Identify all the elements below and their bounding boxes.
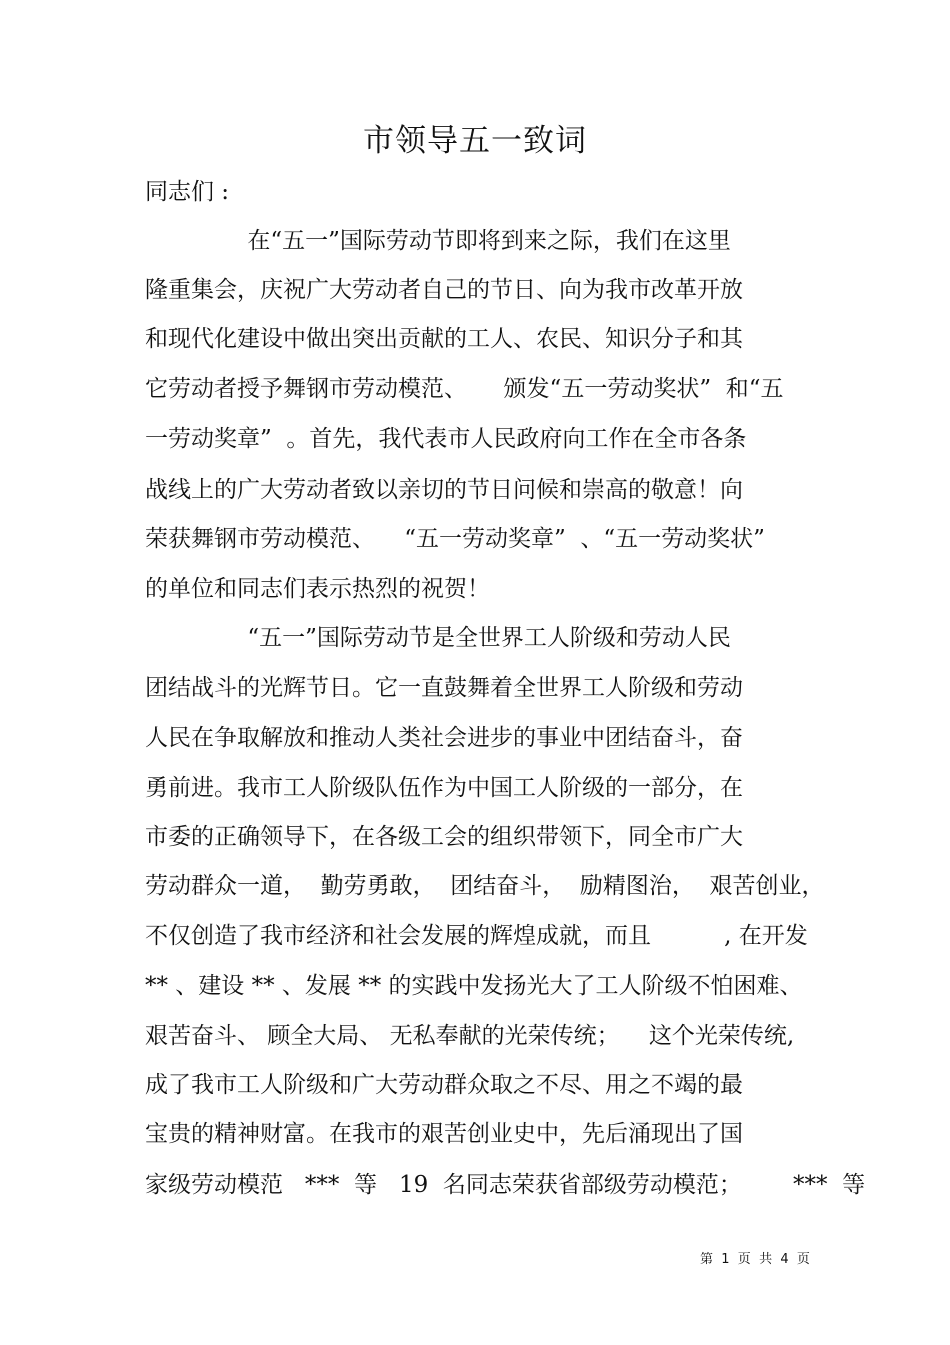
body-line: 战线上的广大劳动者致以亲切的节日问候和崇高的敬意！向	[145, 477, 743, 503]
body-line: 勇前进。我市工人阶级队伍作为中国工人阶级的一部分，在	[145, 775, 743, 801]
body-line: 劳动群众一道， 勤劳勇敢， 团结奋斗， 励精图治， 艰苦创业，	[145, 873, 825, 899]
body-line: 不仅创造了我市经济和社会发展的辉煌成就，而且 , 在开发	[145, 923, 808, 949]
body-line: ** 、建设 ** 、发展 ** 的实践中发扬光大了工人阶级不怕困难、	[145, 973, 803, 999]
body-line: 在“五一”国际劳动节即将到来之际，我们在这里	[145, 228, 731, 254]
body-line: 艰苦奋斗、 顾全大局、 无私奉献的光荣传统； 这个光荣传统,	[145, 1023, 795, 1049]
body-line: 的单位和同志们表示热烈的祝贺！	[145, 576, 490, 602]
body-line: 人民在争取解放和推动人类社会进步的事业中团结奋斗，奋	[145, 725, 743, 751]
document-title: 市领导五一致词	[363, 123, 587, 159]
body-line: 家级劳动模范 *** 等 19 名同志荣获省部级劳动模范； *** 等	[145, 1172, 866, 1198]
body-line: 隆重集会，庆祝广大劳动者自己的节日、向为我市改革开放	[145, 277, 743, 303]
body-line: 成了我市工人阶级和广大劳动群众取之不尽、用之不竭的最	[145, 1072, 743, 1098]
body-line: 宝贵的精神财富。在我市的艰苦创业史中，先后涌现出了国	[145, 1121, 743, 1147]
body-line: 市委的正确领导下，在各级工会的组织带领下，同全市广大	[145, 824, 743, 850]
body-line: “五一”国际劳动节是全世界工人阶级和劳动人民	[145, 625, 731, 651]
salutation: 同志们 :	[145, 179, 230, 205]
body-line: 一劳动奖章” 。首先，我代表市人民政府向工作在全市各条	[145, 426, 747, 452]
body-line: 它劳动者授予舞钢市劳动模范、 颁发“五一劳动奖状” 和“五	[145, 376, 784, 402]
body-line: 荣获舞钢市劳动模范、 “五一劳动奖章” 、“五一劳动奖状”	[145, 526, 765, 552]
page-number: 第 1 页 共 4 页	[700, 1252, 810, 1267]
body-line: 团结战斗的光辉节日。它一直鼓舞着全世界工人阶级和劳动	[145, 675, 743, 701]
body-line: 和现代化建设中做出突出贡献的工人、农民、知识分子和其	[145, 326, 743, 352]
